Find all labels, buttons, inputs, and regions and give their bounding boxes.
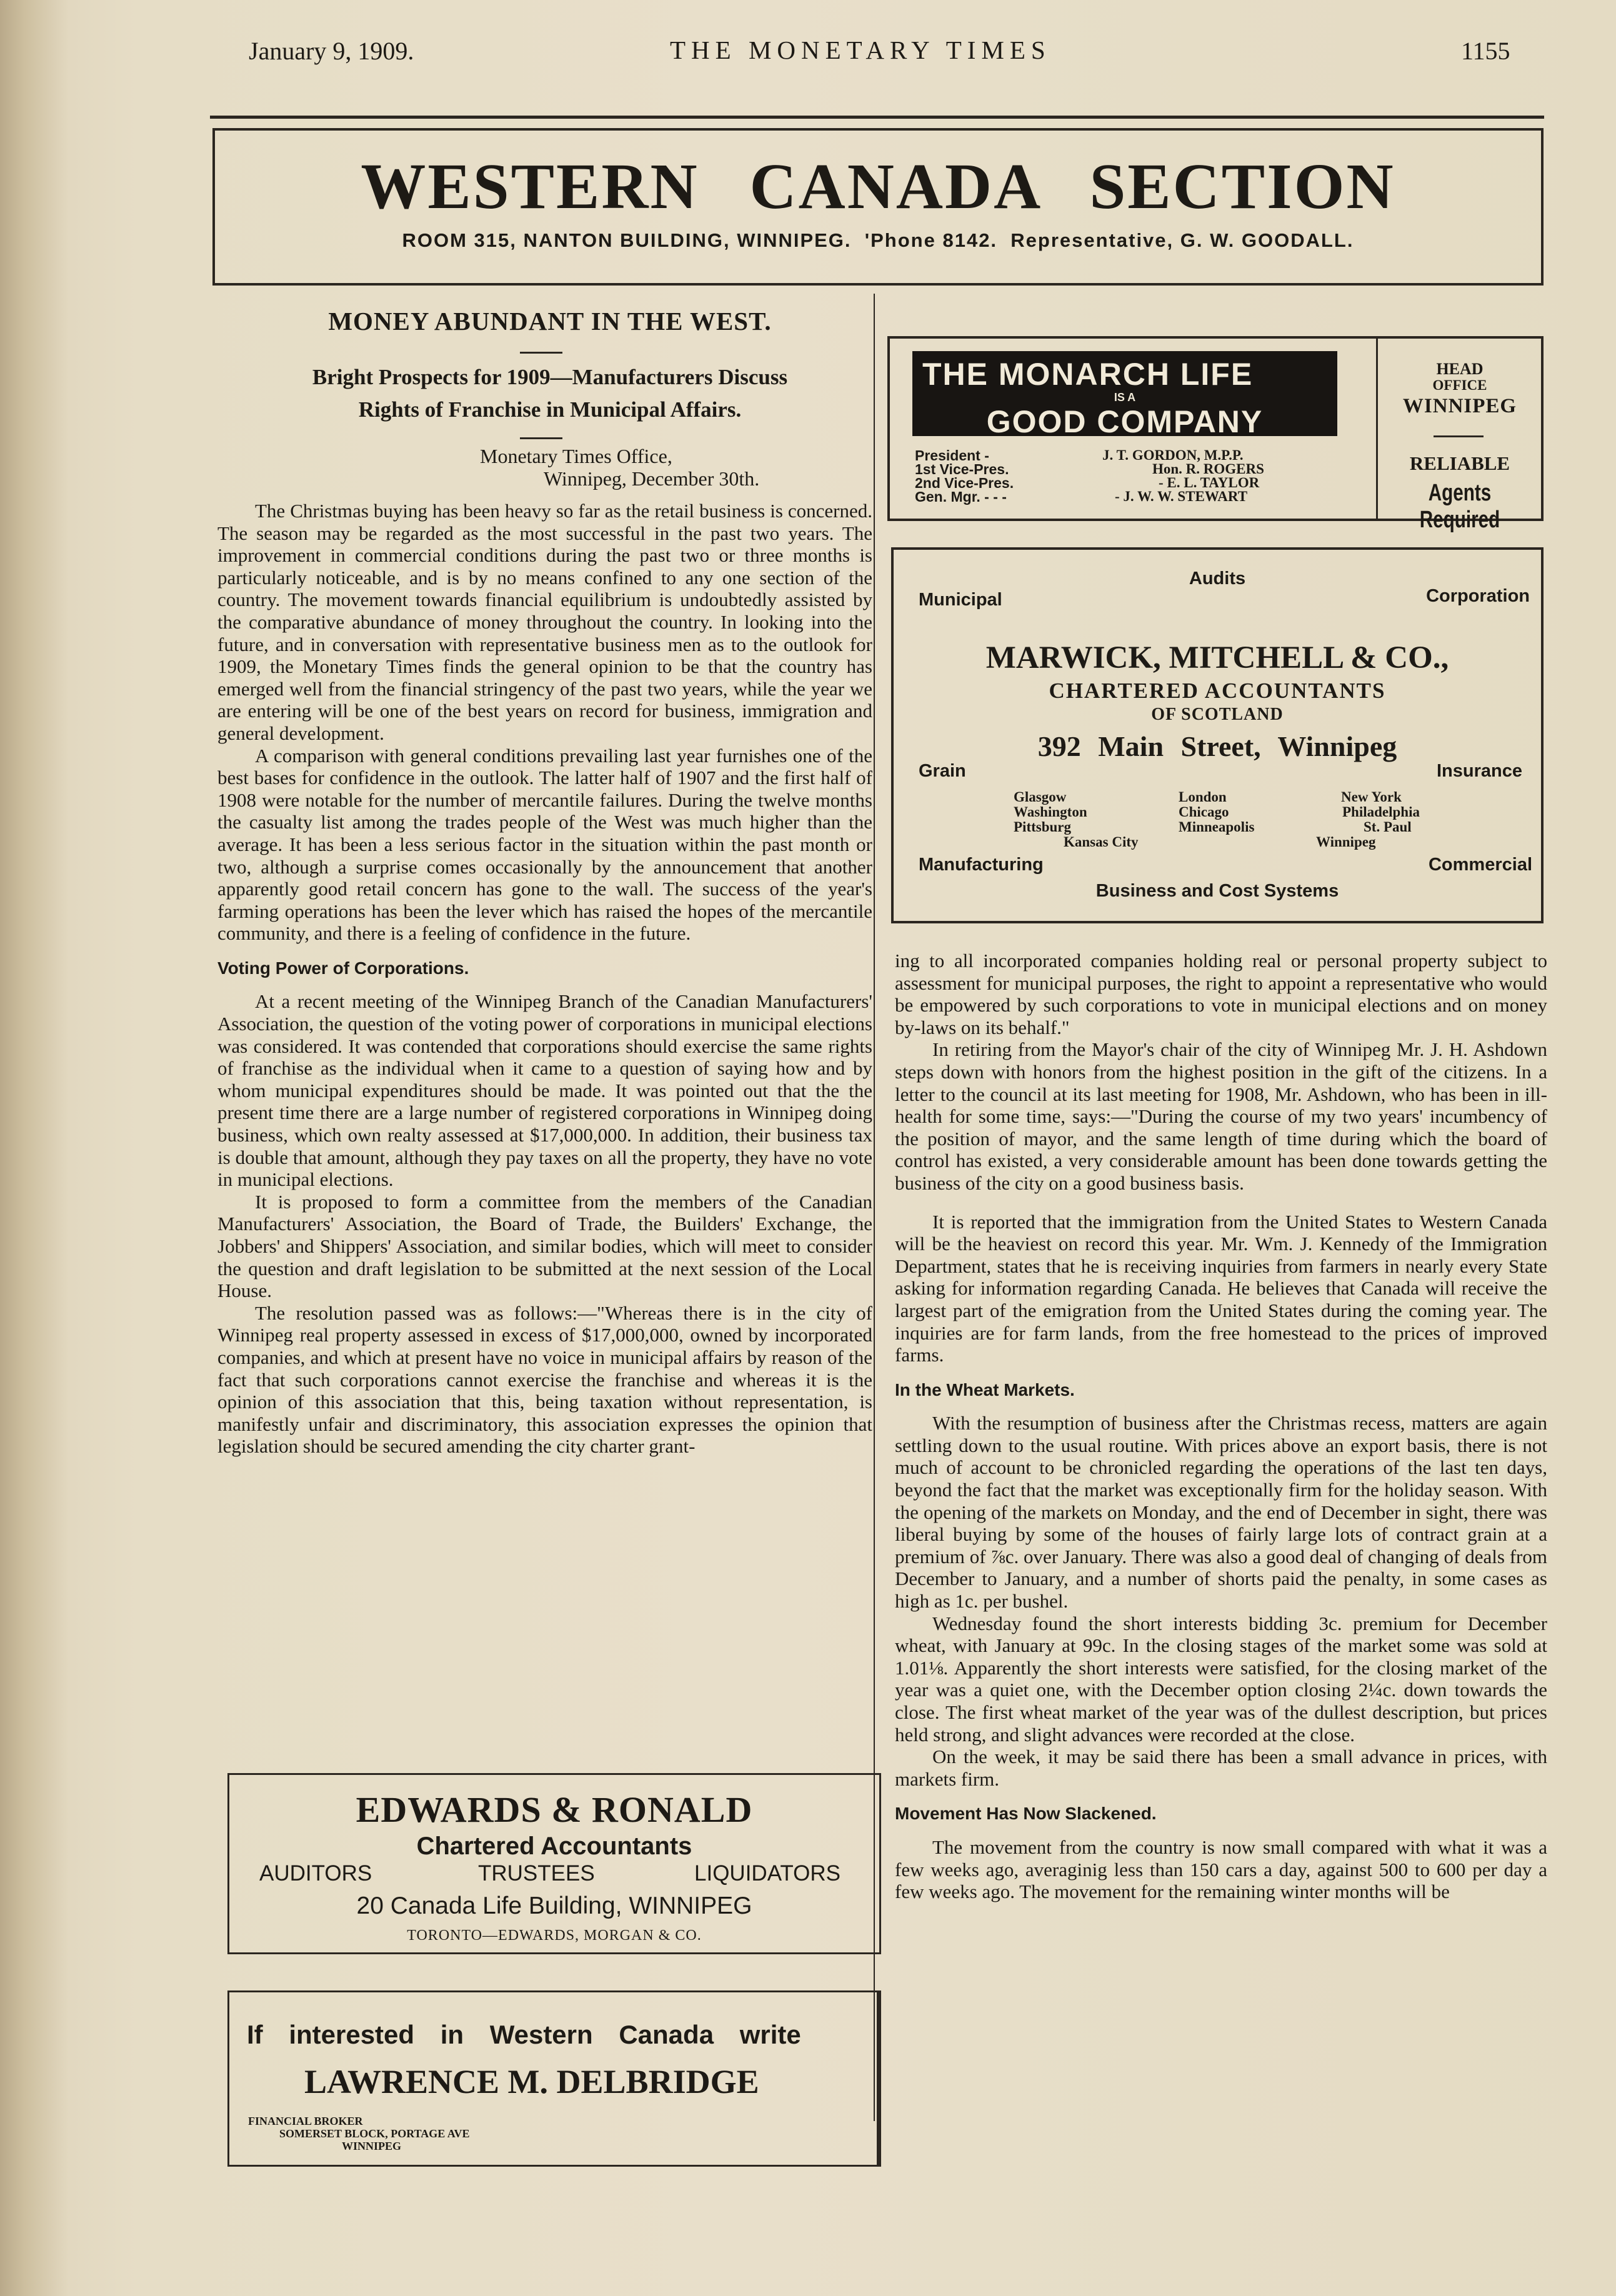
marwick-insurance: Insurance — [1437, 761, 1522, 781]
edwards-branch: TORONTO—EDWARDS, MORGAN & CO. — [407, 1927, 702, 1944]
ad-edwards-ronald — [227, 1773, 881, 1954]
officer-row — [915, 490, 1352, 504]
subhead-movement: Movement Has Now Slackened. — [895, 1804, 1157, 1824]
officer-name: J. T. GORDON, M.P.P. — [1102, 447, 1244, 463]
marwick-municipal: Municipal — [919, 590, 1002, 610]
paragraph-8: It is reported that the immigration from the United States to Western Canada will be the heaviest on record this year. Mr. Wm. J. Kennedy of the Immigration Department, states that he is receiving inquiries from farmers in nearly every State asking for information regarding Canada. He believes that Canada will receive the largest part of the emigration from the United States during the coming year. The inquiries are for farm lands, from the free homestead to the prices of improved farms. — [895, 1210, 1547, 1366]
edwards-trustees: TRUSTEES — [478, 1861, 595, 1886]
officer-role: President - — [915, 447, 989, 464]
delbridge-name: LAWRENCE M. DELBRIDGE — [304, 2063, 759, 2100]
monarch-officers — [915, 449, 1352, 504]
delbridge-line-1: FINANCIAL BROKER — [248, 2115, 363, 2127]
marwick-line-1: CHARTERED ACCOUNTANTS — [1049, 678, 1386, 703]
officer-role: Gen. Mgr. - - - — [915, 489, 1007, 505]
marwick-grain: Grain — [919, 761, 966, 781]
section-banner — [212, 128, 1544, 286]
ad-monarch-life — [887, 336, 1544, 533]
delbridge-line-3: WINNIPEG — [342, 2140, 402, 2152]
city: Pittsburg — [1014, 819, 1071, 835]
headline-rule — [520, 352, 562, 354]
monarch-divider — [1376, 339, 1378, 519]
deck-line-2: Rights of Franchise in Municipal Affairs. — [358, 397, 742, 422]
city: Philadelphia — [1342, 804, 1420, 820]
deck-line-1: Bright Prospects for 1909—Manufacturers Discuss — [312, 365, 788, 389]
article-headline: MONEY ABUNDANT IN THE WEST. — [328, 307, 772, 335]
ad-marwick-mitchell — [891, 547, 1544, 923]
article-deck — [225, 361, 875, 426]
paragraph-11: On the week, it may be said there has been a small advance in prices, with markets firm. — [895, 1746, 1547, 1790]
officer-name: - J. W. W. STEWART — [1115, 489, 1248, 504]
officer-role: 2nd Vice-Pres. — [915, 475, 1014, 491]
delbridge-lead: If interested in Western Canada write — [247, 2020, 801, 2049]
delbridge-line-2: SOMERSET BLOCK, PORTAGE AVE — [279, 2127, 470, 2140]
paragraph-4: It is proposed to form a committee from the members of the Canadian Manufacturers' Association, the Board of Trade, the Builders' Exchange, the Jobbers' and Shippers' Association, and similar bodies, which will meet to consider the question and draft legislation to be submitted at the next session of the Local House. — [217, 1190, 872, 1302]
marwick-line-2: OF SCOTLAND — [1151, 705, 1284, 724]
monarch-head-office — [1379, 361, 1541, 419]
deck-rule — [520, 437, 562, 439]
journal-title: THE MONETARY TIMES — [670, 36, 1051, 64]
officer-name: Hon. R. ROGERS — [1152, 461, 1264, 477]
cities-col-2 — [1179, 790, 1254, 835]
officer-name: - E. L. TAYLOR — [1159, 475, 1260, 490]
marwick-address: 392 Main Street, Winnipeg — [1037, 730, 1397, 762]
paragraph-2: A comparison with general conditions prevailing last year furnishes one of the best bases for confidence in the outlook. The latter half of 1907 and the first half of 1908 were notable for the number of mercantile failures. During the twelve months the casualty list among the trades people of the West was much higher than the average. It has been a less serious factor in the situation within the past month or two, although a surprise comes occasionally by the announcement that another apparently good retail concern has gone to the wall. The success of the year's farming operations has been the lever which has raised the hopes of the mercantile community, and there is a feeling of confidence in the future. — [217, 744, 872, 945]
marwick-systems: Business and Cost Systems — [1095, 881, 1339, 901]
edwards-auditors: AUDITORS — [259, 1861, 372, 1886]
marwick-name: MARWICK, MITCHELL & CO., — [985, 640, 1449, 675]
city: London — [1179, 789, 1227, 805]
paragraph-3: At a recent meeting of the Winnipeg Branch of the Canadian Manufacturers' Association, the question of the voting power of corporations in municipal elections was considered. It was contended that corporations should exercise the same rights of franchise as the individual when it came to a question of saying how and by whom municipal expenditures should be made. It was pointed out that the the present time there are a large number of registered corporations in Winnipeg doing business, which own realty assessed at $17,000,000. In addition, their business tax is double that amount, although they pay taxes on all the property, they have no vote in municipal elections. — [217, 990, 872, 1191]
paragraph-5: The resolution passed was as follows:—"Whereas there is in the city of Winnipeg real property assessed in excess of $17,000,000, owned by incorporated companies, and which at present have no voice in municipal affairs by reason of the fact that such corporations cannot exercise the franchise and whereas it is the opinion of this association that this, being taxation without representation, is manifestly unfair and discriminatory, this association expresses the opinion that legislation should be secured amending the city charter grant- — [217, 1301, 872, 1458]
paragraph-9: With the resumption of business after the Christmas recess, matters are again settling down to the usual routine. With prices above an export basis, there is not much of account to be chronicled regarding the operations of the last ten days, beyond the fact that the market was exceptionally firm for the holiday season. With the opening of the markets on Monday, and the end of December in sight, there was liberal buying by some of the houses of fairly large lots of contract grain at a premium of ⅞c. over January. There was also a good deal of changing of deals from December to January, and a number of shorts paid the penalty, in some cases as high as 1c. per bushel. — [895, 1412, 1547, 1613]
marwick-audits: Audits — [1189, 569, 1246, 589]
office-city: WINNIPEG — [1402, 395, 1517, 417]
subhead-wheat: In the Wheat Markets. — [895, 1379, 1075, 1399]
edwards-name: EDWARDS & RONALD — [356, 1789, 753, 1830]
page-number: 1155 — [1461, 37, 1510, 65]
city: New York — [1341, 789, 1402, 805]
subhead-voting: Voting Power of Corporations. — [217, 958, 469, 978]
marwick-commercial: Commercial — [1428, 855, 1532, 875]
office-label: OFFICE — [1432, 377, 1487, 393]
officer-role: 1st Vice-Pres. — [915, 461, 1009, 477]
ad-delbridge — [227, 1990, 881, 2167]
paragraph-6: ing to all incorporated companies holding real or personal property subject to assessment for municipal purposes, the right to appoint a representative who would be empowered by such corporations to vote in municipal elections and on money by-laws on its behalf." — [895, 950, 1547, 1038]
cities-col-1 — [1014, 790, 1139, 850]
officer-row — [915, 449, 1352, 462]
right-column — [895, 950, 1547, 1903]
city: Glasgow — [1014, 789, 1067, 805]
city: Chicago — [1179, 804, 1229, 820]
city: St. Paul — [1364, 819, 1412, 835]
city: Washington — [1014, 804, 1087, 820]
marwick-corporation: Corporation — [1426, 586, 1530, 606]
edwards-address: 20 Canada Life Building, WINNIPEG — [356, 1892, 752, 1919]
monarch-banner — [912, 351, 1337, 439]
paragraph-1: The Christmas buying has been heavy so far as the retail business is concerned. The season may be regarded as the most successful in the past two years. The improvement in commercial conditions during the past two or three months is particularly noticeable, and is by no means confined to any one section of the country. The movement towards financial equilibrium is undoubtedly assisted by the comparative abundance of money throughout the country. In looking into the future, and in conversation with representative business men as to the outlook for 1909, the Monetary Times finds the general opinion to be that the country has emerged well from the financial stringency of the past two years, while the year we are entering will be one of the best years on record for business, immigration and general development. — [217, 500, 872, 744]
left-column — [217, 500, 872, 1458]
city: Kansas City — [1064, 834, 1139, 850]
edwards-title: Chartered Accountants — [416, 1832, 692, 1860]
delbridge-details — [248, 2115, 469, 2152]
edwards-liquidators: LIQUIDATORS — [694, 1861, 841, 1886]
section-subline: ROOM 315, NANTON BUILDING, WINNIPEG. 'Phone 8142. Representative, G. W. GOODALL. — [402, 229, 1354, 251]
head-label: HEAD — [1436, 360, 1484, 378]
paragraph-10: Wednesday found the short interests bidding 3c. premium for December wheat, with January at 99c. In the closing stages of the market some was sold at 1.01⅛. Apparently the short interests were satisfied, for the closing market of the year was a quiet one, with the December option closing 2¼c. down towards the close. The first wheat market of the year was of the dullest description, but prices held strong, and slight advances were recorded at the close. — [895, 1612, 1547, 1746]
marwick-manufacturing: Manufacturing — [919, 855, 1044, 875]
monarch-banner-line-2: IS A — [1114, 391, 1136, 404]
monarch-agents: Agents Required — [1419, 480, 1500, 533]
paragraph-7: In retiring from the Mayor's chair of the city of Winnipeg Mr. J. H. Ashdown steps down with honors from the highest position in the gift of the citizens. In a letter to the council at its last meeting for 1908, Mr. Ashdown, who has been in ill-health for some time, says:—"During the course of my two years' incumbency of the position of mayor, and the same length of time during which the board of control has existed, a very considerable amount has been done towards getting the business of the city on a good business basis. — [895, 1038, 1547, 1194]
city: Winnipeg — [1316, 834, 1376, 850]
city: Minneapolis — [1179, 819, 1255, 835]
monarch-mini-rule — [1434, 435, 1484, 437]
dateline-office: Monetary Times Office, — [480, 445, 672, 467]
monarch-reliable: RELIABLE — [1409, 452, 1510, 474]
officer-row — [915, 476, 1352, 490]
dateline-place: Winnipeg, December 30th. — [544, 467, 760, 490]
section-title: WESTERN CANADA SECTION — [361, 151, 1395, 222]
top-rule — [210, 116, 1544, 119]
monarch-banner-line-1: THE MONARCH LIFE — [922, 357, 1254, 392]
officer-row — [915, 462, 1352, 476]
cities-col-3 — [1316, 789, 1420, 850]
paragraph-12: The movement from the country is now small compared with what it was a few weeks ago, averaginig less than 150 cars a day, against 500 to 600 per day a few weeks ago. The movement for the remaining winter months will be — [895, 1836, 1547, 1903]
issue-date: January 9, 1909. — [249, 37, 414, 65]
monarch-banner-line-3: GOOD COMPANY — [986, 404, 1264, 439]
